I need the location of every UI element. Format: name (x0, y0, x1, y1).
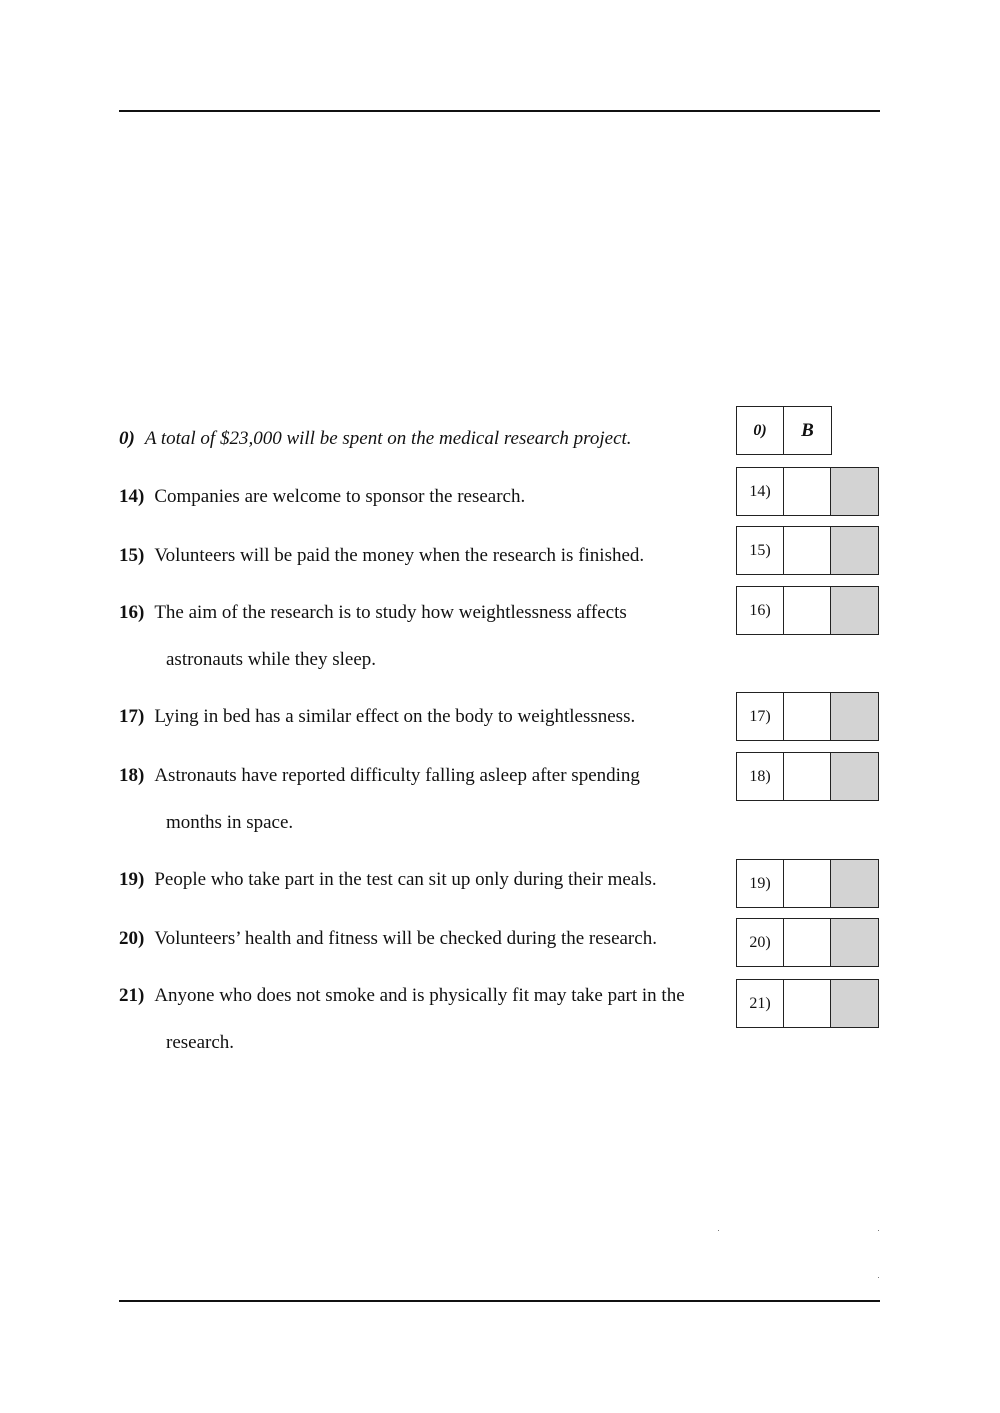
answer-cell[interactable] (784, 468, 831, 515)
answer-cell[interactable] (784, 860, 831, 907)
scan-dot (718, 1230, 719, 1231)
question-21 (119, 985, 685, 1007)
question-text: Astronauts have reported difficulty falling asleep after spending (154, 765, 640, 786)
shaded-cell (831, 587, 878, 634)
answer-input-15[interactable] (784, 527, 830, 574)
answer-cell[interactable] (784, 980, 831, 1027)
answer-box-label: 20) (737, 919, 784, 966)
question-18 (119, 765, 640, 787)
question-16-continuation: astronauts while they sleep. (166, 649, 377, 670)
question-number: 20) (119, 928, 145, 949)
question-text: Volunteers will be paid the money when the research is finished. (154, 545, 645, 566)
answer-box-17 (736, 692, 879, 741)
answer-input-18[interactable] (784, 753, 830, 800)
question-text: Companies are welcome to sponsor the research. (154, 486, 526, 507)
shaded-cell (831, 527, 878, 574)
question-21-continuation: research. (166, 1032, 235, 1053)
shaded-cell (831, 919, 878, 966)
answer-box-16 (736, 586, 879, 635)
question-number: 16) (119, 602, 145, 623)
question-16 (119, 602, 627, 624)
answer-box-label: 14) (737, 468, 784, 515)
example-statement (119, 428, 632, 450)
answer-box-label: 19) (737, 860, 784, 907)
answer-input-14[interactable] (784, 468, 830, 515)
question-number: 14) (119, 486, 145, 507)
answer-cell[interactable] (784, 527, 831, 574)
question-15 (119, 545, 644, 567)
question-number: 15) (119, 545, 145, 566)
top-rule (119, 110, 880, 112)
question-18-continuation: months in space. (166, 812, 294, 833)
question-19 (119, 869, 657, 891)
shaded-cell (831, 860, 878, 907)
question-text: Volunteers’ health and fitness will be checked during the research. (154, 928, 657, 949)
question-text: People who take part in the test can sit up only during their meals. (154, 869, 657, 890)
scan-dot (878, 1277, 879, 1278)
example-number: 0) (119, 428, 135, 449)
question-text: Anyone who does not smoke and is physically fit may take part in the (154, 985, 685, 1006)
answer-box-18 (736, 752, 879, 801)
scan-dot (878, 1230, 879, 1231)
answer-box-label: 21) (737, 980, 784, 1027)
question-number: 19) (119, 869, 145, 890)
answer-box-label: 16) (737, 587, 784, 634)
answer-input-16[interactable] (784, 587, 830, 634)
example-answer-box (736, 406, 832, 455)
answer-cell[interactable] (784, 919, 831, 966)
answer-box-label: 15) (737, 527, 784, 574)
answer-box-15 (736, 526, 879, 575)
shaded-cell (831, 753, 878, 800)
shaded-cell (831, 468, 878, 515)
question-number: 18) (119, 765, 145, 786)
question-number: 21) (119, 985, 145, 1006)
answer-box-21 (736, 979, 879, 1028)
answer-box-label: 17) (737, 693, 784, 740)
answer-cell[interactable] (784, 693, 831, 740)
shaded-cell (831, 980, 878, 1027)
example-text: A total of $23,000 will be spent on the medical research project. (144, 428, 632, 449)
answer-input-21[interactable] (784, 980, 830, 1027)
example-box-label: 0) (737, 407, 784, 454)
shaded-cell (831, 693, 878, 740)
answer-box-20 (736, 918, 879, 967)
question-text: The aim of the research is to study how weightlessness affects (154, 602, 627, 623)
answer-box-19 (736, 859, 879, 908)
answer-input-17[interactable] (784, 693, 830, 740)
answer-cell[interactable] (784, 753, 831, 800)
answer-input-20[interactable] (784, 919, 830, 966)
answer-input-19[interactable] (784, 860, 830, 907)
answer-box-label: 18) (737, 753, 784, 800)
question-number: 17) (119, 706, 145, 727)
bottom-rule (119, 1300, 880, 1302)
question-20 (119, 928, 657, 950)
answer-box-14 (736, 467, 879, 516)
question-14 (119, 486, 525, 508)
question-text: Lying in bed has a similar effect on the body to weightlessness. (154, 706, 636, 727)
answer-cell[interactable] (784, 587, 831, 634)
question-17 (119, 706, 635, 728)
example-answer: B (801, 419, 814, 441)
